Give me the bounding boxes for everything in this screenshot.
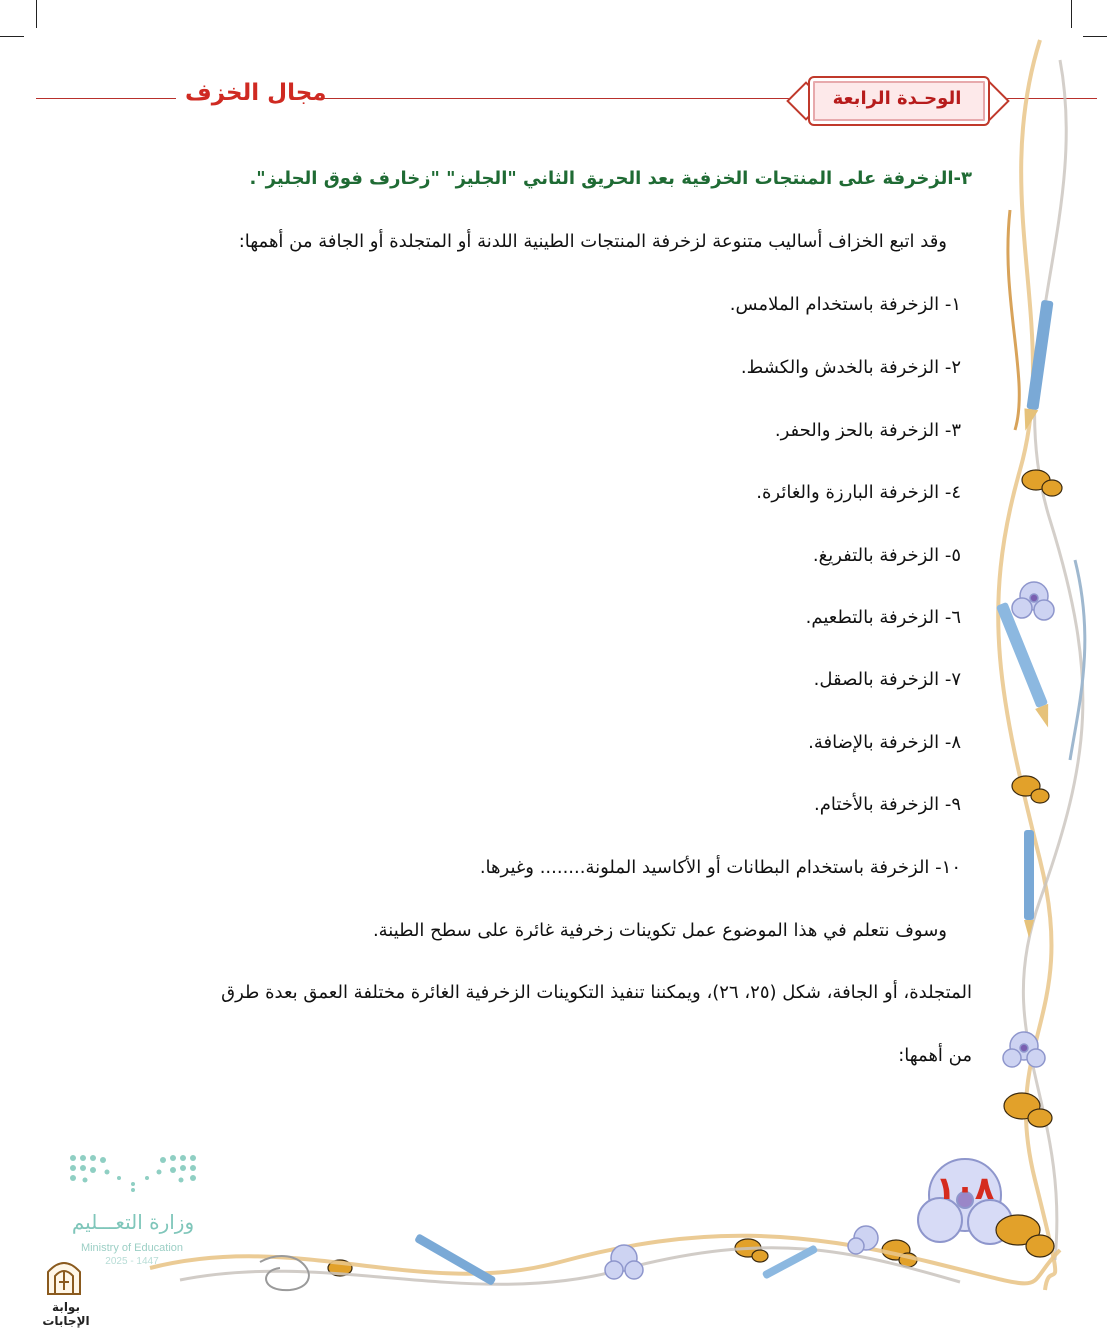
ministry-logo-dots-icon (63, 1150, 203, 1200)
portal-emblem-icon (44, 1256, 84, 1296)
paragraph-methods-line-1: المتجلدة، أو الجافة، شكل (٢٥، ٢٦)، ويمكننا تنفيذ التكوينات الزخرفية الغائرة مختلفة العمق بعدة طرق (221, 982, 972, 1003)
method-item: ٢- الزخرفة بالخدش والكشط. (740, 357, 961, 378)
subject-title: مجال الخزف (185, 80, 327, 106)
method-item: ٤- الزخرفة البارزة والغائرة. (756, 482, 961, 503)
edition-year: 2025 - 1447 (105, 1256, 159, 1267)
ministry-name-english: Ministry of Education (80, 1242, 184, 1254)
pencil-icon (1024, 830, 1034, 938)
method-item: ٥- الزخرفة بالتفريغ. (812, 545, 961, 566)
method-item: ١٠- الزخرفة باستخدام البطانات أو الأكاسيد الملونة........ وغيرها. (479, 857, 961, 878)
method-item: ٨- الزخرفة بالإضافة. (808, 732, 961, 753)
method-item: ١- الزخرفة باستخدام الملامس. (729, 294, 961, 315)
ministry-name-arabic: وزارة التعـــليم (71, 1210, 195, 1234)
page-number: ١٠٨ (935, 1169, 995, 1207)
pencil-icon (762, 1244, 819, 1279)
paragraph-methods-line-2: من أهمها: (898, 1045, 972, 1066)
portal-watermark (30, 1256, 102, 1328)
unit-label: الوحـدة الرابعة (832, 88, 962, 109)
method-item: ٧- الزخرفة بالصقل. (813, 669, 961, 690)
pencil-icon (1021, 300, 1053, 432)
intro-paragraph: وقد اتبع الخزاف أساليب متنوعة لزخرفة المنتجات الطينية اللدنة أو المتجلدة أو الجافة من أهمها: (238, 231, 947, 252)
pencil-icon (414, 1233, 496, 1286)
section-heading: ٣-الزخرفة على المنتجات الخزفية بعد الحريق الثاني "الجليز" "زخارف فوق الجليز". (249, 168, 972, 189)
method-item: ٣- الزخرفة بالحز والحفر. (774, 420, 961, 441)
method-item: ٩- الزخرفة بالأختام. (813, 794, 961, 815)
portal-name: بوابة الإجابات (42, 1300, 90, 1328)
method-item: ٦- الزخرفة بالتطعيم. (805, 607, 961, 628)
paragraph-topic: وسوف نتعلم في هذا الموضوع عمل تكوينات زخرفية غائرة على سطح الطينة. (372, 920, 947, 941)
flower-icon (1012, 582, 1054, 620)
butterfly-icon (1012, 776, 1049, 803)
